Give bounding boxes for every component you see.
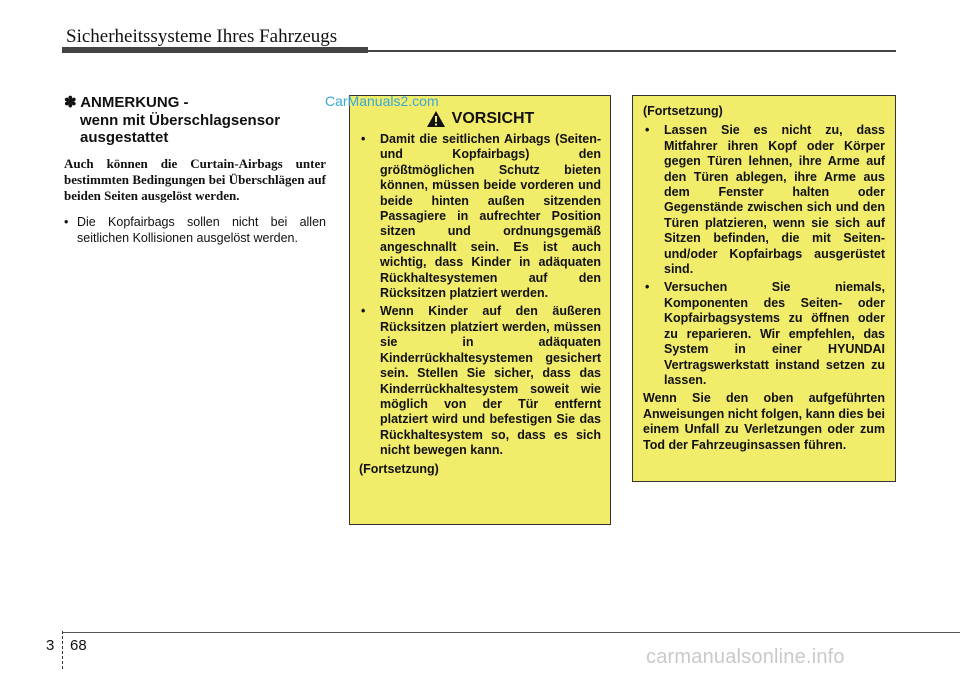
caution-continued: (Fortsetzung) (359, 461, 439, 476)
caution-bullet-item: • Wenn Kinder auf den äußeren Rücksitzen platziert werden, müssen sie in adäquaten Kinderrückhaltesystemen gesichert sein. Stellen Sie sicher, dass das Kinderrückhaltesystem soweit wie möglich von der Tür entfernt platziert wird und befestigen Sie das Rückhaltesystem so, dass es sich nicht bewegen kann. (359, 304, 601, 458)
continuation-box (632, 95, 896, 482)
header-rule (62, 50, 896, 52)
note-section (64, 94, 326, 246)
note-heading-text: ANMERKUNG - (80, 94, 189, 111)
continuation-bullet-item: • Versuchen Sie niemals, Komponenten des Seiten- oder Kopfairbagsystems zu öffnen oder zu reparieren. Wir empfehlen, das System in einer HYUNDAI Vertragswerkstatt instand setzen zu lassen. (643, 280, 885, 388)
caution-title-text: VORSICHT (451, 110, 535, 127)
continuation-bullets (643, 123, 885, 388)
continuation-closing: Wenn Sie den oben aufgeführten Anweisungen nicht folgen, kann dies bei einem Unfall zu Verletzungen oder zum Tod der Fahrzeuginsassen führen. (643, 391, 885, 452)
star-icon: ✽ (64, 94, 77, 111)
caution-box (349, 95, 611, 525)
note-bullet-item: • Die Kopfairbags sollen nicht bei allen seitlichen Kollisionen ausgelöst werden. (64, 214, 326, 246)
watermark-top: CarManuals2.com (325, 93, 439, 109)
note-body: Auch können die Curtain-Airbags unter bestimmten Bedingungen bei Überschlägen auf beiden Seiten ausgelöst werden. (64, 156, 326, 203)
page-header-title: Sicherheitssysteme Ihres Fahrzeugs (66, 26, 338, 47)
note-bullets (64, 214, 326, 246)
warning-triangle-icon (426, 110, 446, 128)
caution-bullets (359, 132, 601, 459)
continuation-label: (Fortsetzung) (643, 104, 723, 118)
watermark-bottom: carmanualsonline.info (646, 646, 845, 668)
caution-bullet-item: • Damit die seitlichen Airbags (Seiten- und Kopfairbags) den größtmöglichen Schutz bieten können, müssen beide vorderen und beide hinten außen sitzenden Passagiere in aufrechter Position sitzen und ordnungsgemäß angeschnallt sein. Es ist auch wichtig, dass Kinder in adäquaten Rückhaltesystemen auf den Rücksitzen platziert werden. (359, 132, 601, 301)
continuation-bullet-item: • Lassen Sie es nicht zu, dass Mitfahrer ihren Kopf oder Körper gegen Türen lehnen, ihre Arme auf den Türen ablegen, ihre Arme aus dem Fenster halten oder Gegenstände zwischen sich und den Türen platzieren, wenn sie sich auf Sitzen befinden, die mit Seiten- und/oder Kopfairbags ausgerüstet sind. (643, 123, 885, 277)
page-number-separator (62, 631, 63, 669)
caution-title (359, 110, 601, 128)
chapter-number: 3 (46, 637, 55, 654)
note-heading (64, 94, 326, 112)
page-number: 68 (70, 637, 87, 654)
footer-rule (62, 632, 960, 633)
note-subtitle-line1: wenn mit Überschlagsensor (80, 112, 281, 129)
note-subtitle-line2: ausgestattet (80, 129, 169, 146)
